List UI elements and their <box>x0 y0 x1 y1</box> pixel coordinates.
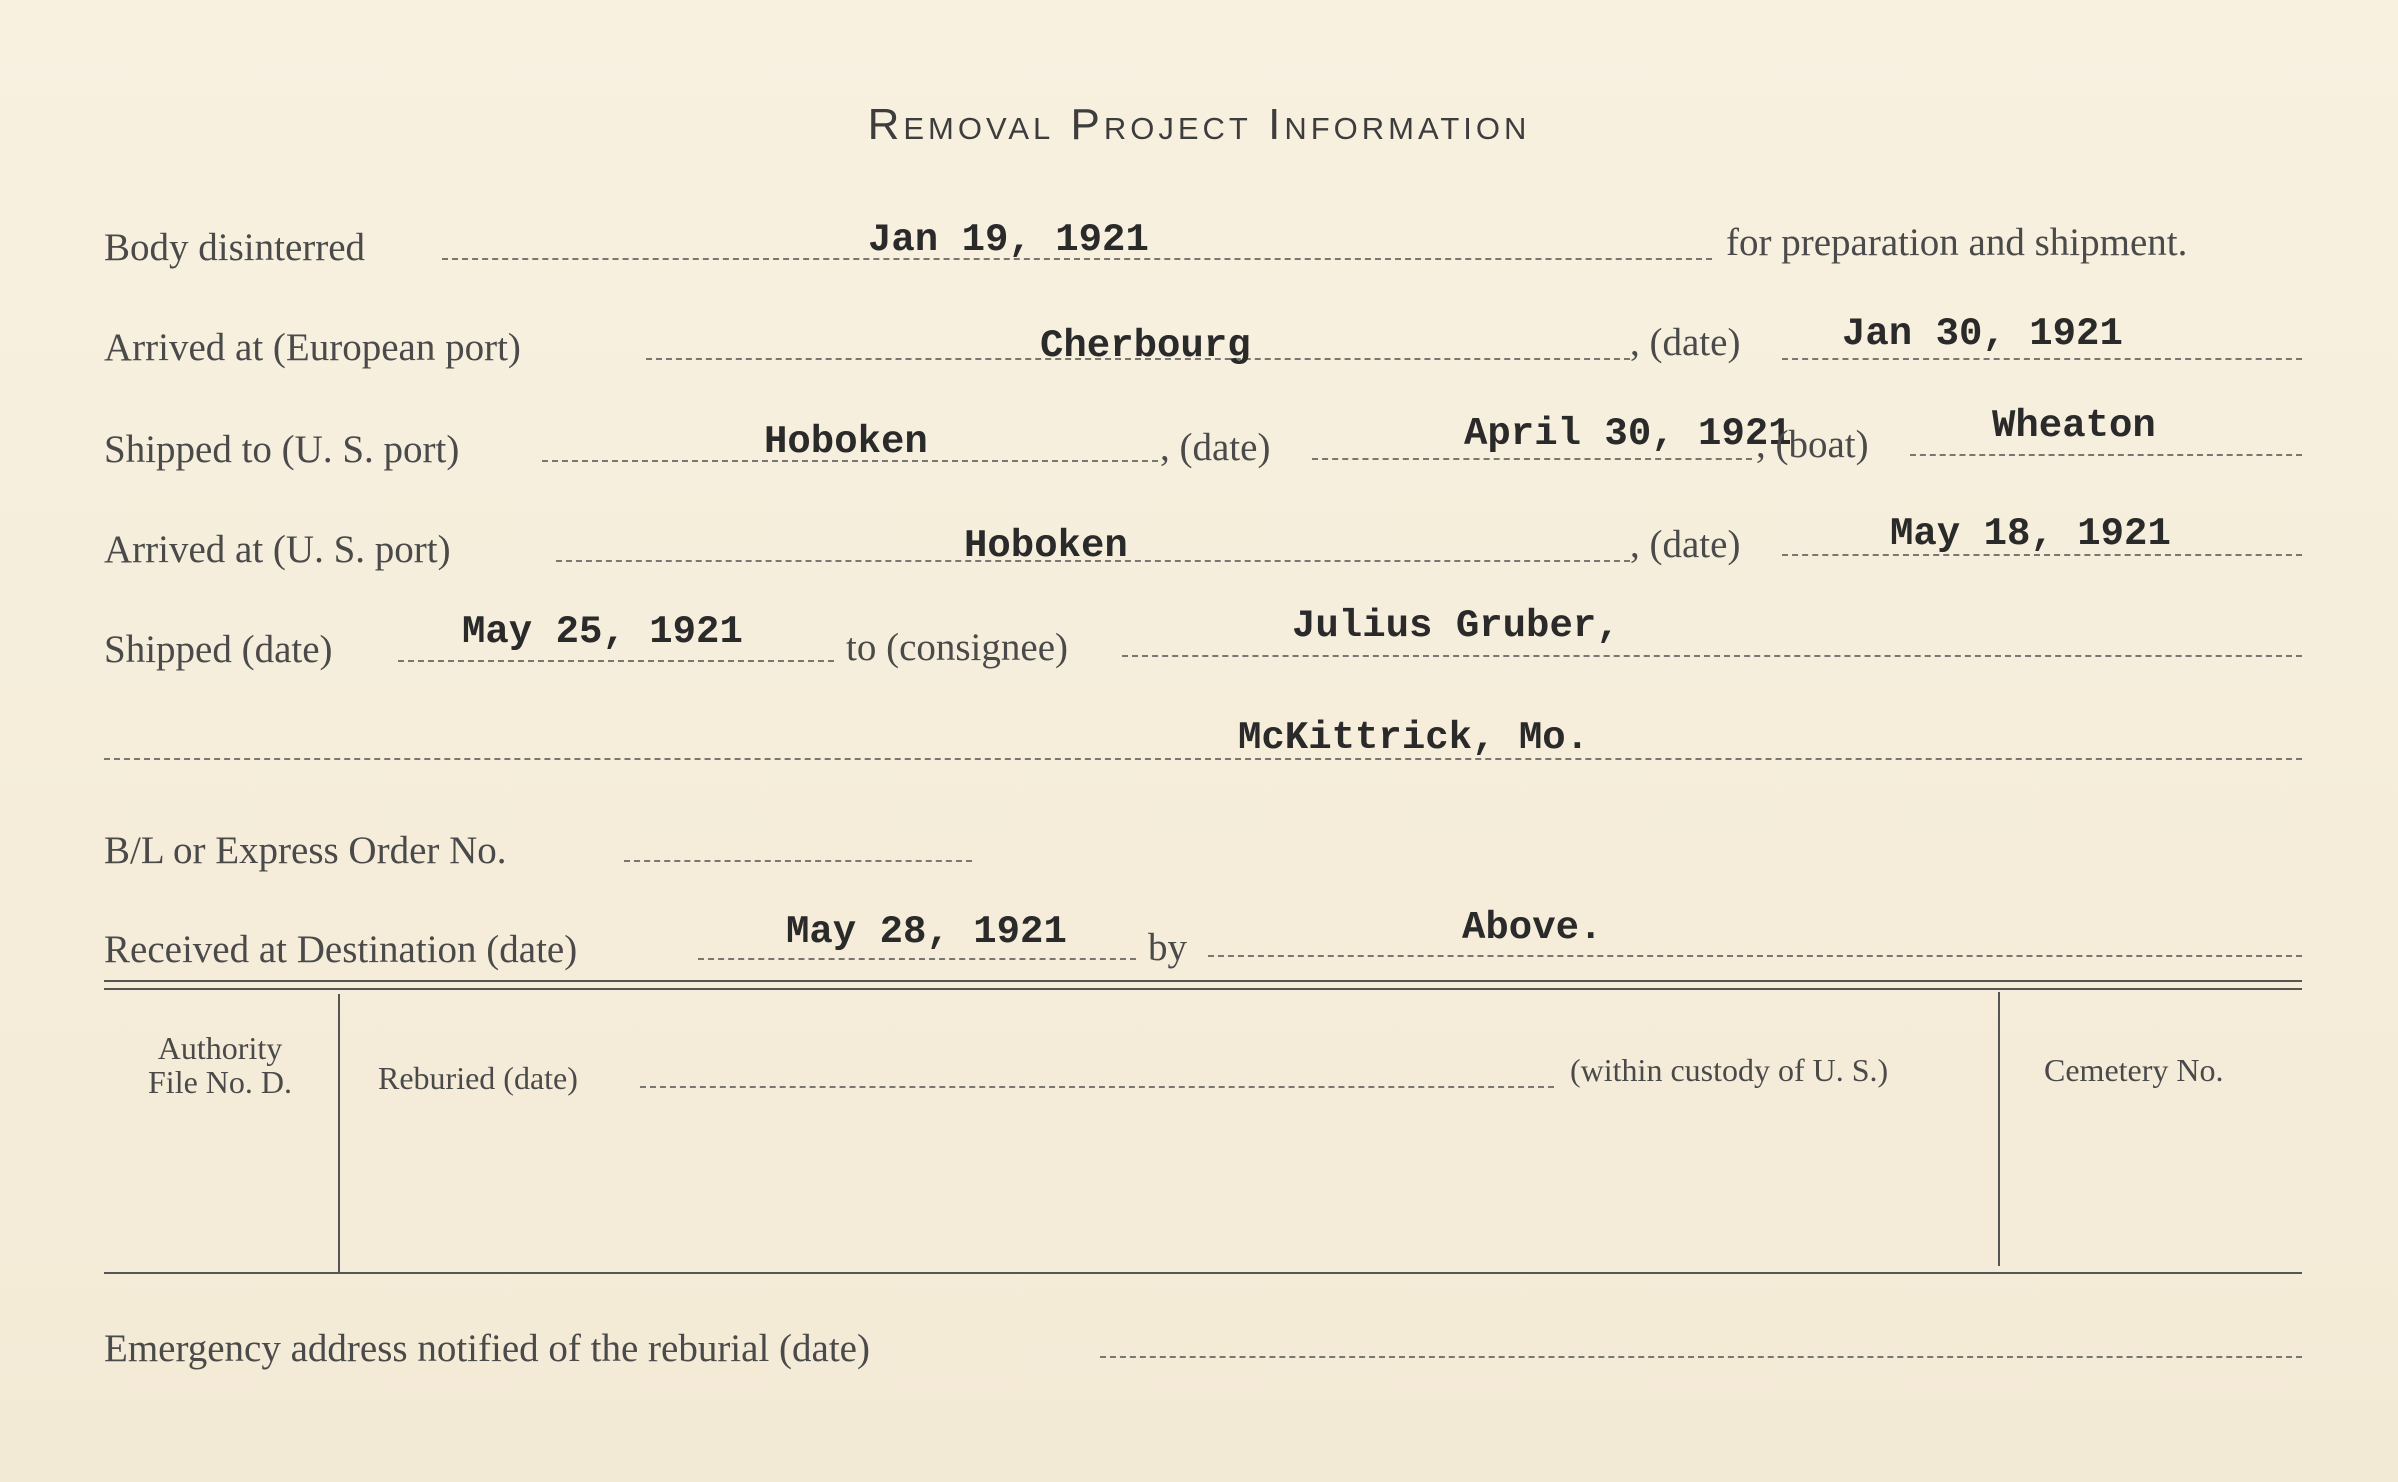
consignee-name: Julius Gruber, <box>1292 604 1620 648</box>
disinterred-date: Jan 19, 1921 <box>868 218 1149 262</box>
custody-label: (within custody of U. S.) <box>1570 1052 1889 1088</box>
shipped-us-date-label: , (date) <box>1160 426 1271 469</box>
received-by-line <box>1208 955 2302 957</box>
emergency-label: Emergency address notified of the reburial (date) <box>104 1327 870 1370</box>
box-divider-right <box>1998 992 2000 1266</box>
arrived-us-port: Hoboken <box>964 524 1128 568</box>
shipped-us-label: Shipped to (U. S. port) <box>104 428 460 471</box>
card-title: Removal Project Information <box>867 100 1531 149</box>
box-top-rule-2 <box>104 988 2302 990</box>
shipped-date-line <box>398 660 834 662</box>
bl-line <box>624 860 972 862</box>
box-divider-left <box>338 994 340 1272</box>
arrived-us-date-label: , (date) <box>1630 523 1741 566</box>
box-top-rule-1 <box>104 980 2302 982</box>
received-date: May 28, 1921 <box>786 910 1067 954</box>
received-label: Received at Destination (date) <box>104 928 578 971</box>
shipped-us-date-line <box>1312 458 1752 460</box>
arrived-us-date: May 18, 1921 <box>1890 512 2171 556</box>
received-by-label: by <box>1148 926 1187 969</box>
authority-label-line1: Authority <box>157 1030 283 1066</box>
arrived-europe-port: Cherbourg <box>1040 324 1251 368</box>
arrived-europe-date: Jan 30, 1921 <box>1842 312 2123 356</box>
arrived-europe-date-line <box>1782 358 2302 360</box>
received-date-line <box>698 958 1136 960</box>
shipped-us-boat: Wheaton <box>1992 404 2156 448</box>
shipped-us-port: Hoboken <box>764 420 928 464</box>
cemetery-label: Cemetery No. <box>2044 1052 2224 1088</box>
arrived-europe-label: Arrived at (European port) <box>104 326 521 369</box>
shipped-date: May 25, 1921 <box>462 610 743 654</box>
box-bottom-rule <box>104 1272 2302 1274</box>
shipped-us-boat-label: , (boat) <box>1756 423 1869 466</box>
shipped-label: Shipped (date) <box>104 628 333 671</box>
reburied-label: Reburied (date) <box>378 1060 578 1096</box>
emergency-line <box>1100 1356 2302 1358</box>
consignee-address: McKittrick, Mo. <box>1238 716 1590 760</box>
consignee-label: to (consignee) <box>846 626 1069 669</box>
reburied-line <box>640 1086 1554 1088</box>
arrived-europe-date-label: , (date) <box>1630 321 1741 364</box>
address-line <box>104 758 2302 760</box>
shipped-us-date: April 30, 1921 <box>1464 412 1792 456</box>
disinterred-label: Body disinterred <box>104 226 366 269</box>
received-by: Above. <box>1462 906 1603 950</box>
shipped-us-boat-line <box>1910 454 2302 456</box>
disinterred-suffix: for preparation and shipment. <box>1726 221 2188 264</box>
arrived-us-label: Arrived at (U. S. port) <box>104 528 451 571</box>
consignee-line <box>1122 655 2302 657</box>
bl-label: B/L or Express Order No. <box>104 829 507 872</box>
authority-label-line2: File No. D. <box>148 1064 292 1100</box>
